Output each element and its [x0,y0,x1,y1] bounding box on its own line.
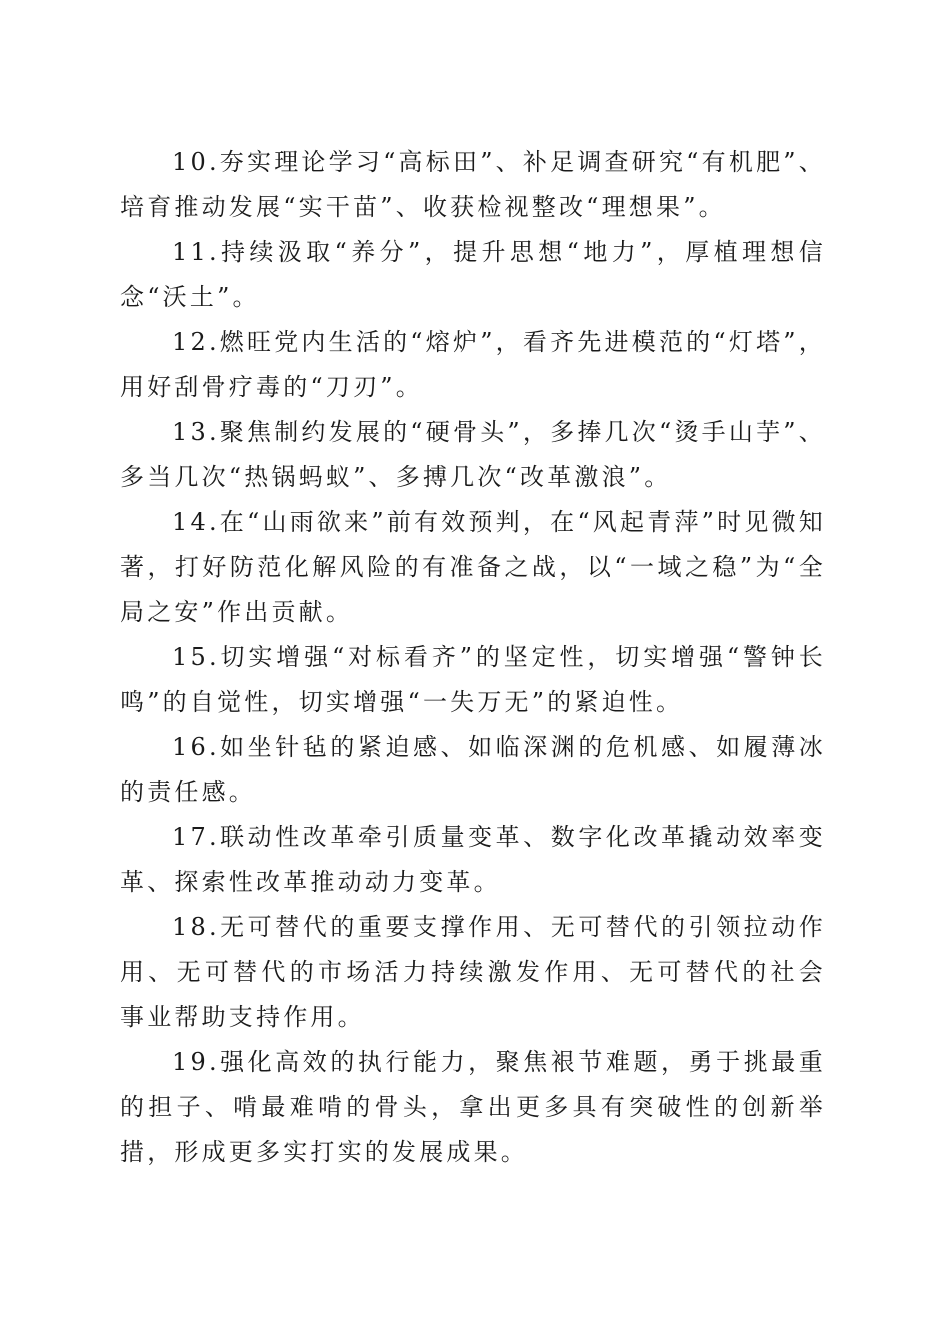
document-body [120,140,826,1175]
paragraph-16: 16.如坐针毡的紧迫感、如临深渊的危机感、如履薄冰的责任感。 [120,733,826,806]
paragraph-12: 12.燃旺党内生活的“熔炉”，看齐先进模范的“灯塔”，用好刮骨疗毒的“刀刃”。 [120,328,826,401]
paragraph-19: 19.强化高效的执行能力，聚焦裉节难题，勇于挑最重的担子、啃最难啃的骨头，拿出更多具有突破性的创新举措，形成更多实打实的发展成果。 [120,1048,826,1166]
paragraph-10: 10.夯实理论学习“高标田”、补足调查研究“有机肥”、培育推动发展“实干苗”、收获检视整改“理想果”。 [120,148,826,221]
paragraph-15: 15.切实增强“对标看齐”的坚定性，切实增强“警钟长鸣”的自觉性，切实增强“一失万无”的紧迫性。 [120,643,826,716]
paragraph-14: 14.在“山雨欲来”前有效预判，在“风起青萍”时见微知著，打好防范化解风险的有准备之战，以“一域之稳”为“全局之安”作出贡献。 [120,508,826,626]
paragraph-18: 18.无可替代的重要支撑作用、无可替代的引领拉动作用、无可替代的市场活力持续激发作用、无可替代的社会事业帮助支持作用。 [120,913,826,1031]
paragraph-11: 11.持续汲取“养分”，提升思想“地力”，厚植理想信念“沃土”。 [120,238,826,311]
paragraph-13: 13.聚焦制约发展的“硬骨头”，多捧几次“烫手山芋”、多当几次“热锅蚂蚁”、多搏几次“改革激浪”。 [120,418,826,491]
paragraph-17: 17.联动性改革牵引质量变革、数字化改革撬动效率变革、探索性改革推动动力变革。 [120,823,826,896]
